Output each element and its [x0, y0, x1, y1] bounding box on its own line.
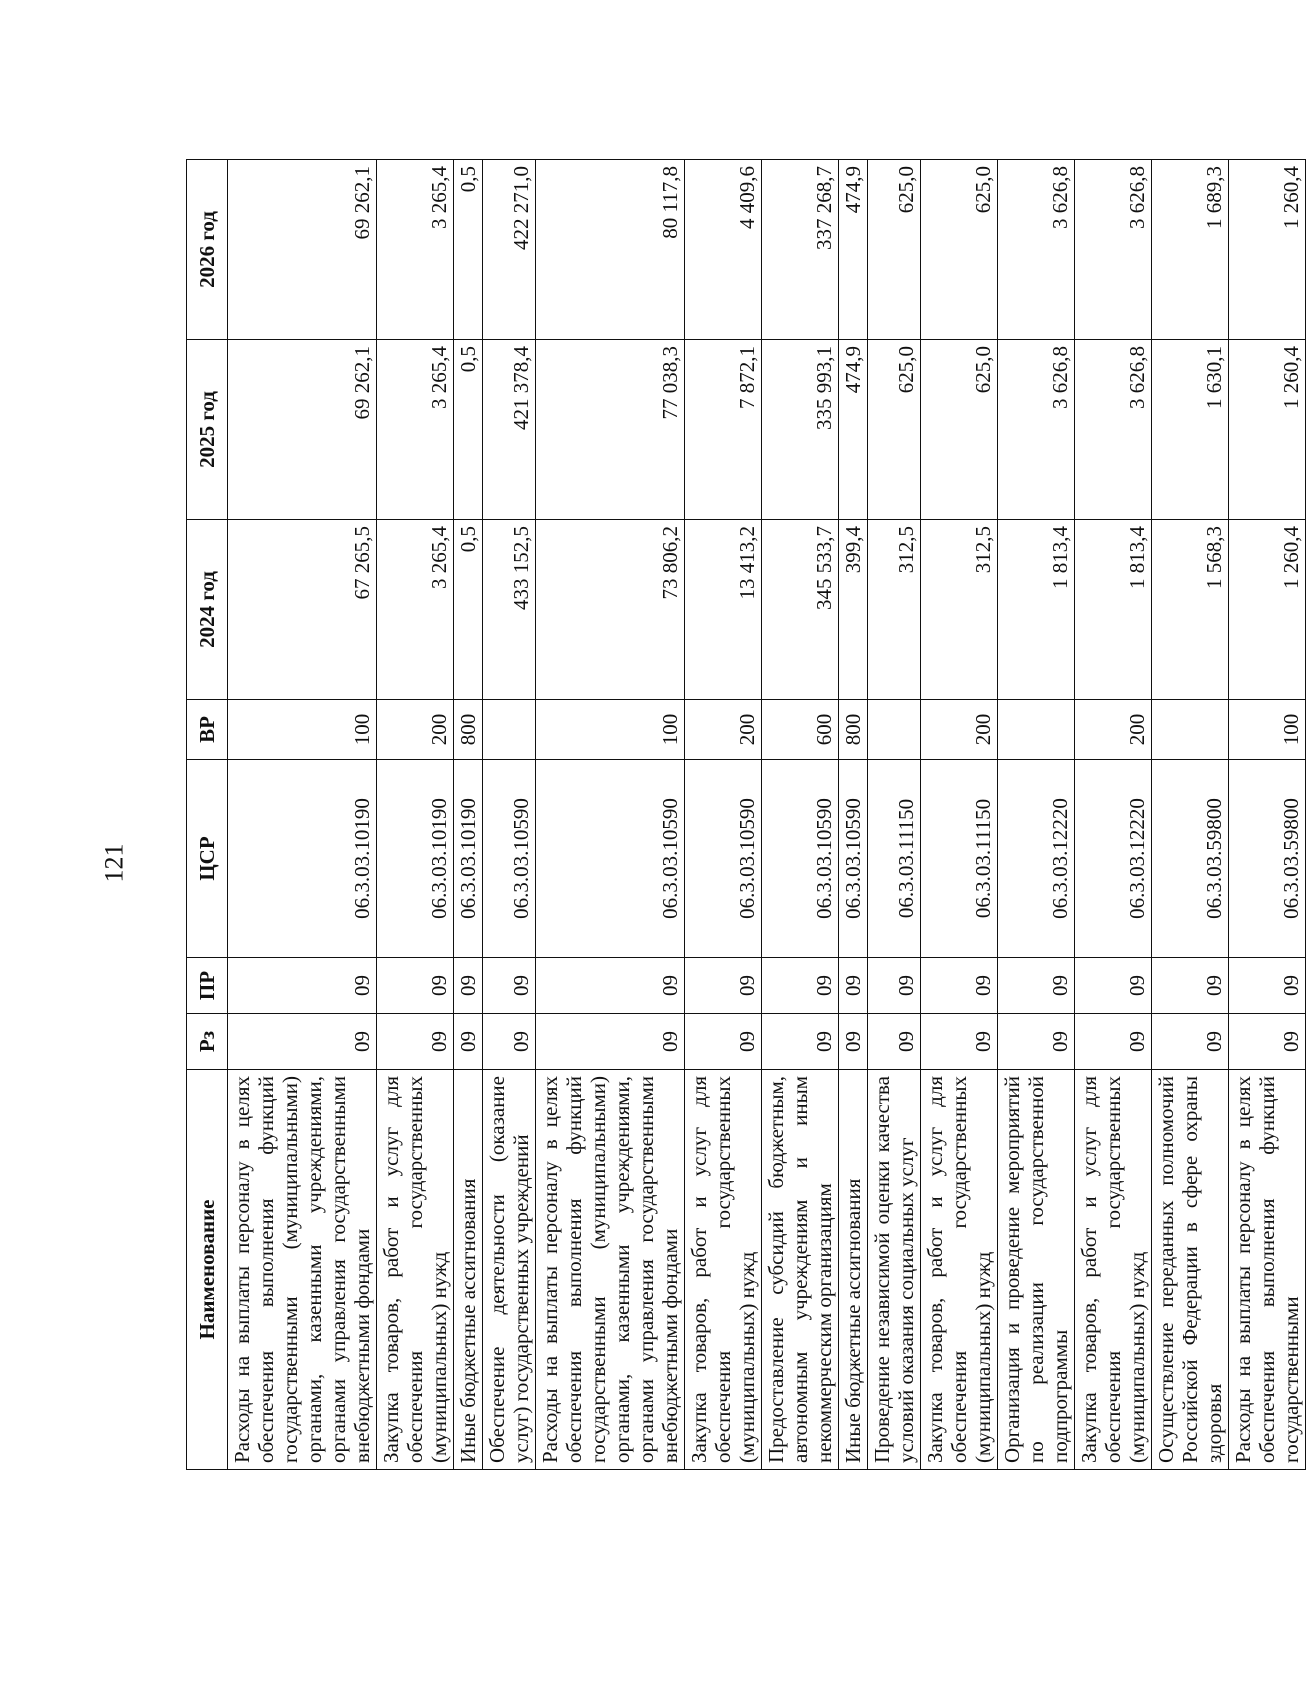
row-pr-cell: 09: [762, 958, 839, 1014]
row-rz-cell: 09: [454, 1014, 483, 1070]
row-name-cell: Расходы на выплаты персоналу в целях обеспечения выполнения функций государственными (муниципальными) органами, казенными учреждениями, органами управления государственными внебюджетными фондами: [228, 1070, 377, 1470]
row-2024-cell: 1 813,4: [1075, 520, 1152, 700]
row-pr-cell: 09: [685, 958, 762, 1014]
table-row: [454, 160, 483, 1470]
row-rz-cell: 09: [839, 1014, 868, 1070]
row-2024-cell: 1 260,4: [1229, 520, 1306, 700]
row-2025-cell: 1 630,1: [1152, 340, 1229, 520]
row-pr-cell: 09: [228, 958, 377, 1014]
row-name-cell: Закупка товаров, работ и услуг для обеспечения государственных (муниципальных) нужд: [921, 1070, 998, 1470]
row-pr-cell: 09: [377, 958, 454, 1014]
row-rz-cell: 09: [998, 1014, 1075, 1070]
header-pr: ПР: [187, 958, 228, 1014]
row-2026-cell: 625,0: [868, 160, 921, 340]
row-2025-cell: 77 038,3: [536, 340, 685, 520]
row-2025-cell: 335 993,1: [762, 340, 839, 520]
row-csr-cell: 06.3.03.59800: [1152, 760, 1229, 958]
table-row: [868, 160, 921, 1470]
row-2024-cell: 67 265,5: [228, 520, 377, 700]
row-rz-cell: 09: [1075, 1014, 1152, 1070]
row-2025-cell: 421 378,4: [483, 340, 536, 520]
row-rz-cell: 09: [536, 1014, 685, 1070]
row-2024-cell: 1 813,4: [998, 520, 1075, 700]
row-2024-cell: 312,5: [868, 520, 921, 700]
row-name-cell: Иные бюджетные ассигнования: [839, 1070, 868, 1470]
table-row: [762, 160, 839, 1470]
row-pr-cell: 09: [998, 958, 1075, 1014]
row-rz-cell: 09: [1152, 1014, 1229, 1070]
row-pr-cell: 09: [454, 958, 483, 1014]
row-name-cell: Иные бюджетные ассигнования: [454, 1070, 483, 1470]
row-csr-cell: 06.3.03.10590: [839, 760, 868, 958]
row-2024-cell: 399,4: [839, 520, 868, 700]
table-row: [1075, 160, 1152, 1470]
row-csr-cell: 06.3.03.10190: [454, 760, 483, 958]
row-name-cell: Закупка товаров, работ и услуг для обеспечения государственных (муниципальных) нужд: [377, 1070, 454, 1470]
row-csr-cell: 06.3.03.10190: [377, 760, 454, 958]
row-2024-cell: 345 533,7: [762, 520, 839, 700]
row-vr-cell: 100: [228, 700, 377, 760]
row-vr-cell: 100: [1229, 700, 1306, 760]
row-name-cell: Закупка товаров, работ и услуг для обеспечения государственных (муниципальных) нужд: [1075, 1070, 1152, 1470]
row-pr-cell: 09: [1229, 958, 1306, 1014]
row-2026-cell: 4 409,6: [685, 160, 762, 340]
table-row: [921, 160, 998, 1470]
row-vr-cell: 800: [454, 700, 483, 760]
row-name-cell: Осуществление переданных полномочий Российской Федерации в сфере охраны здоровья: [1152, 1070, 1229, 1470]
table-row: [839, 160, 868, 1470]
table-body: [228, 160, 1306, 1470]
row-name-cell: Проведение независимой оценки качества условий оказания социальных услуг: [868, 1070, 921, 1470]
row-vr-cell: [483, 700, 536, 760]
budget-table-viewport: [186, 160, 1303, 1470]
row-rz-cell: 09: [921, 1014, 998, 1070]
row-pr-cell: 09: [536, 958, 685, 1014]
header-2024: 2024 год: [187, 520, 228, 700]
row-2024-cell: 13 413,2: [685, 520, 762, 700]
row-pr-cell: 09: [1075, 958, 1152, 1014]
row-vr-cell: 100: [536, 700, 685, 760]
row-vr-cell: [868, 700, 921, 760]
row-name-cell: Предоставление субсидий бюджетным, автономным учреждениям и иным некоммерческим организациям: [762, 1070, 839, 1470]
row-rz-cell: 09: [685, 1014, 762, 1070]
row-csr-cell: 06.3.03.12220: [998, 760, 1075, 958]
row-name-cell: Закупка товаров, работ и услуг для обеспечения государственных (муниципальных) нужд: [685, 1070, 762, 1470]
row-name-cell: Расходы на выплаты персоналу в целях обеспечения выполнения функций государственными (муниципальными) органами, казенными учреждениями, органами управления государственными внебюджетными фондами: [536, 1070, 685, 1470]
row-csr-cell: 06.3.03.11150: [868, 760, 921, 958]
row-pr-cell: 09: [1152, 958, 1229, 1014]
row-2025-cell: 625,0: [921, 340, 998, 520]
header-csr: ЦСР: [187, 760, 228, 958]
row-vr-cell: 200: [1075, 700, 1152, 760]
row-vr-cell: 800: [839, 700, 868, 760]
row-name-cell: Расходы на выплаты персоналу в целях обеспечения выполнения функций государственными: [1229, 1070, 1306, 1470]
table-row: [685, 160, 762, 1470]
row-2024-cell: 3 265,4: [377, 520, 454, 700]
row-pr-cell: 09: [868, 958, 921, 1014]
page-number: 121: [99, 843, 129, 883]
row-rz-cell: 09: [868, 1014, 921, 1070]
row-2026-cell: 3 626,8: [998, 160, 1075, 340]
table-row: [998, 160, 1075, 1470]
table-row: [1229, 160, 1306, 1470]
row-csr-cell: 06.3.03.10590: [762, 760, 839, 958]
row-pr-cell: 09: [483, 958, 536, 1014]
row-2026-cell: 337 268,7: [762, 160, 839, 340]
row-2025-cell: 0,5: [454, 340, 483, 520]
row-2024-cell: 312,5: [921, 520, 998, 700]
table-row: [1152, 160, 1229, 1470]
row-vr-cell: 200: [377, 700, 454, 760]
row-csr-cell: 06.3.03.59800: [1229, 760, 1306, 958]
row-2026-cell: 474,9: [839, 160, 868, 340]
row-2026-cell: 1 260,4: [1229, 160, 1306, 340]
row-vr-cell: [1152, 700, 1229, 760]
row-vr-cell: [998, 700, 1075, 760]
row-2025-cell: 625,0: [868, 340, 921, 520]
row-2025-cell: 474,9: [839, 340, 868, 520]
table-row: [228, 160, 377, 1470]
row-2024-cell: 0,5: [454, 520, 483, 700]
row-csr-cell: 06.3.03.10590: [685, 760, 762, 958]
row-rz-cell: 09: [483, 1014, 536, 1070]
row-vr-cell: 600: [762, 700, 839, 760]
row-rz-cell: 09: [762, 1014, 839, 1070]
row-2025-cell: 3 626,8: [998, 340, 1075, 520]
row-2026-cell: 3 626,8: [1075, 160, 1152, 340]
row-2026-cell: 69 262,1: [228, 160, 377, 340]
row-2024-cell: 1 568,3: [1152, 520, 1229, 700]
row-csr-cell: 06.3.03.12220: [1075, 760, 1152, 958]
row-2025-cell: 7 872,1: [685, 340, 762, 520]
header-2026: 2026 год: [187, 160, 228, 340]
row-2026-cell: 80 117,8: [536, 160, 685, 340]
row-name-cell: Обеспечение деятельности (оказание услуг) государственных учреждений: [483, 1070, 536, 1470]
table-row: [483, 160, 536, 1470]
row-2026-cell: 422 271,0: [483, 160, 536, 340]
table-row: [377, 160, 454, 1470]
row-csr-cell: 06.3.03.10590: [536, 760, 685, 958]
row-name-cell: Организация и проведение мероприятий по реализации государственной подпрограммы: [998, 1070, 1075, 1470]
budget-table-frame: [186, 160, 1303, 1470]
row-2026-cell: 0,5: [454, 160, 483, 340]
row-rz-cell: 09: [1229, 1014, 1306, 1070]
row-csr-cell: 06.3.03.11150: [921, 760, 998, 958]
budget-table: [186, 159, 1306, 1470]
header-rz: Рз: [187, 1014, 228, 1070]
table-header-row: [187, 160, 228, 1470]
row-2026-cell: 625,0: [921, 160, 998, 340]
row-2025-cell: 3 265,4: [377, 340, 454, 520]
row-csr-cell: 06.3.03.10190: [228, 760, 377, 958]
row-2024-cell: 73 806,2: [536, 520, 685, 700]
table-row: [536, 160, 685, 1470]
row-vr-cell: 200: [685, 700, 762, 760]
header-2025: 2025 год: [187, 340, 228, 520]
header-vr: ВР: [187, 700, 228, 760]
row-2025-cell: 1 260,4: [1229, 340, 1306, 520]
row-rz-cell: 09: [377, 1014, 454, 1070]
row-2025-cell: 3 626,8: [1075, 340, 1152, 520]
row-pr-cell: 09: [921, 958, 998, 1014]
row-vr-cell: 200: [921, 700, 998, 760]
row-pr-cell: 09: [839, 958, 868, 1014]
header-name: Наименование: [187, 1070, 228, 1470]
row-2026-cell: 1 689,3: [1152, 160, 1229, 340]
row-csr-cell: 06.3.03.10590: [483, 760, 536, 958]
row-2026-cell: 3 265,4: [377, 160, 454, 340]
row-2025-cell: 69 262,1: [228, 340, 377, 520]
row-rz-cell: 09: [228, 1014, 377, 1070]
row-2024-cell: 433 152,5: [483, 520, 536, 700]
